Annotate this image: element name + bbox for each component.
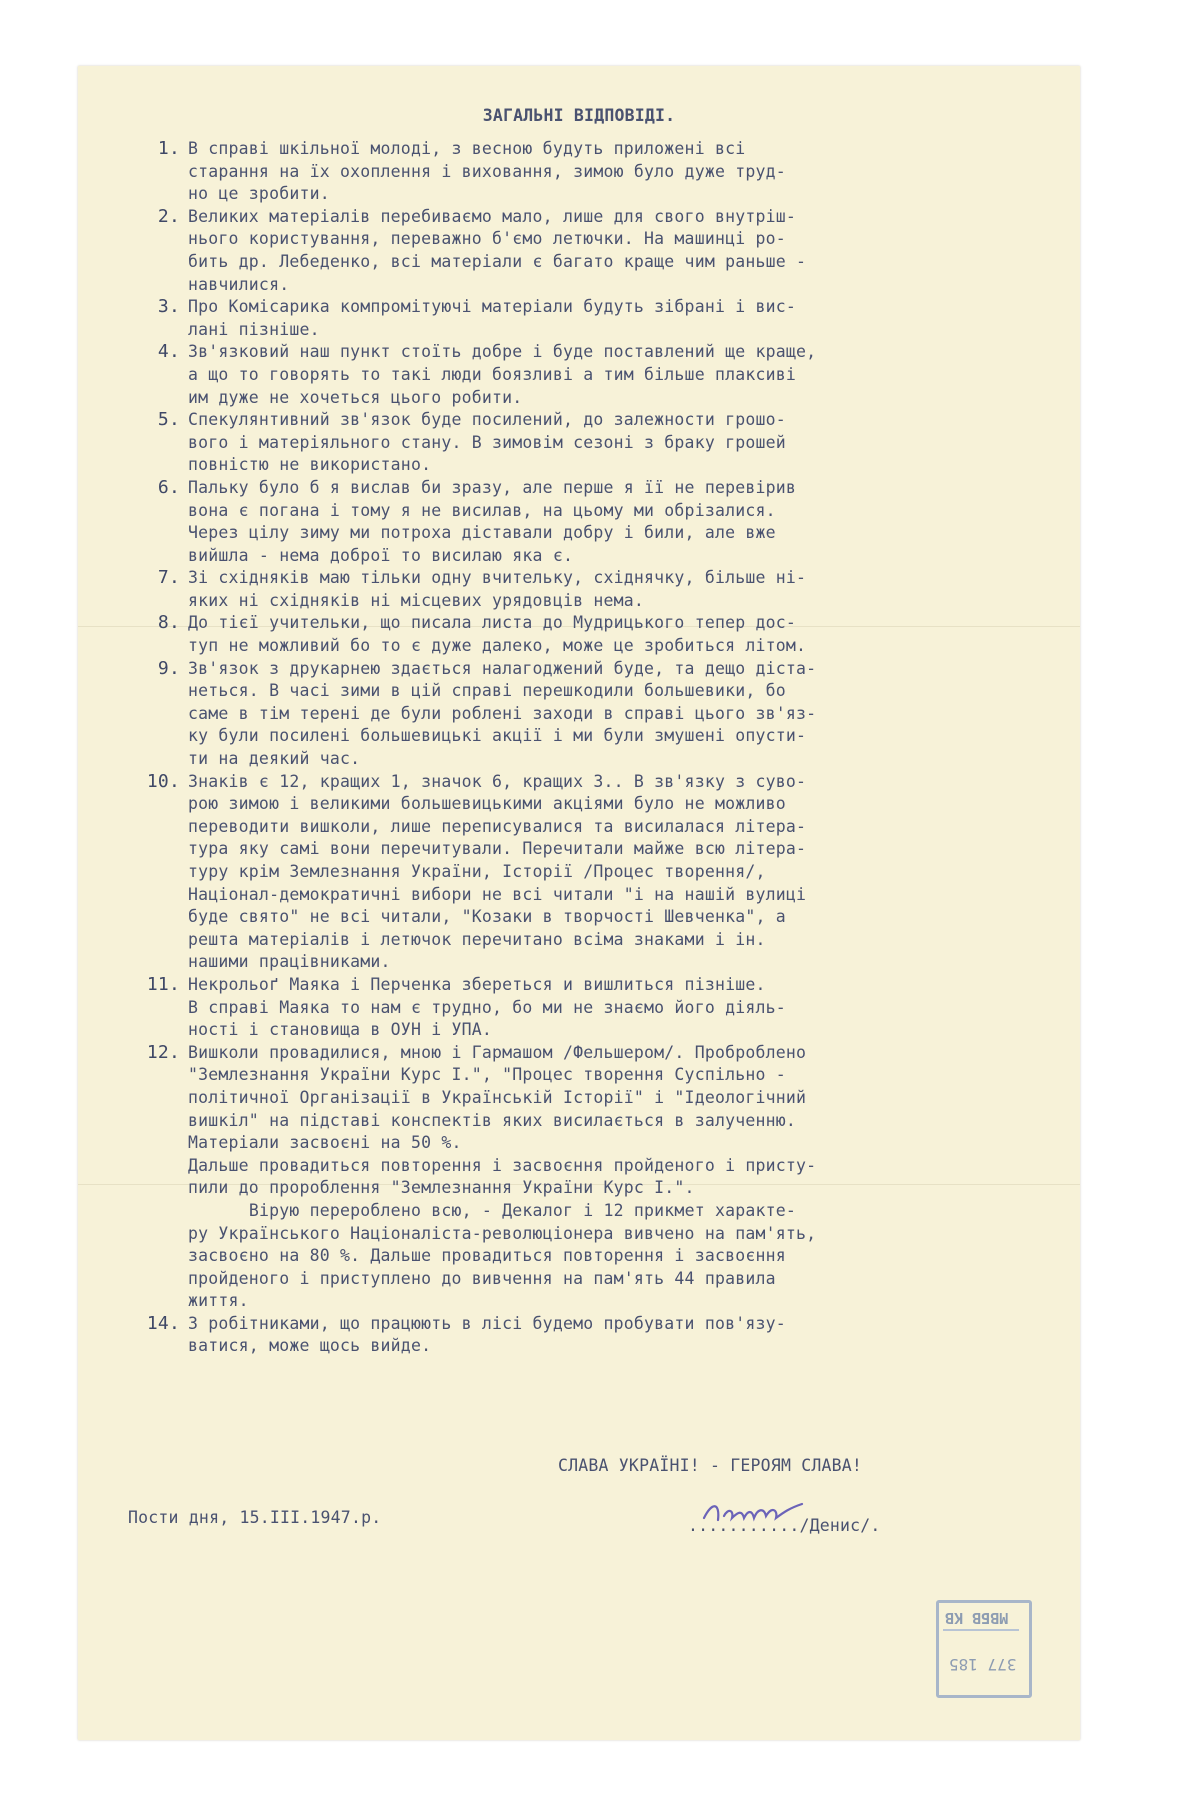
answer-text: Вишколи провадилися, мною і Гармашом /Фельшером/. Проброблено "Землезнання України Курс І.", "Процес творення Суспільно - політичної Організації в Українській Історії" і "Ідеологічний вишкіл" на підставі конспектів яких висилається в залученню. Матеріали засвоєні на 50 %. Дальше провадиться повторення і засвоєння пройденого і присту- пили до пророблення "Землезнання України Курс І.". Вірую перероблено всю, - Декалог і 12 прикмет характе- ру Українського Націоналіста-революціонера вивчено на пам'ять, засвоєно на 80 %. Дальше провадиться повторення і засвоєння пройденого і приступлено до вивчення на пам'ять 44 правила життя. [188,1042,817,1311]
document-sheet [78,66,1080,1740]
answer-item [118,138,1048,206]
answer-text: Спекулянтивний зв'язок буде посилений, до залежности грошо- вого і матеріяльного стану. В зимовім сезоні з браку грошей повністю не використано. [188,410,786,475]
answer-number: 14. [146,1312,180,1334]
answer-text: Зв'язковий наш пункт стоїть добре і буде поставлений ще краще, а що то говорять то такі люди боязливі а тим більше плаксиві им дуже не хочеться цього робити. [188,342,817,407]
answer-item [118,409,1048,477]
answer-item [118,974,1048,1042]
answer-item [118,296,1048,341]
answer-number: 2. [157,205,180,227]
answer-number: 9. [157,657,180,679]
answer-text: До тієї учительки, що писала листа до Мудрицького тепер дос- туп не можливий бо то є дуже далеко, може це зробиться літом. [188,613,807,656]
answer-item [118,206,1048,296]
answer-text: Зв'язок з друкарнею здається налагоджений буде, та дещо діста- неться. В часі зими в цій справі перешкодили большевики, бо саме в тім терені де були роблені заходи в справі цього зв'яз- ку були посилені большевицькі акції і ми були змушені опусти- ти на деякий час. [188,658,817,769]
answer-number: 11. [146,973,180,995]
stamp-number: 377 185 [949,1655,1017,1674]
stamp-code: МВБВ КВ [945,1609,1009,1627]
answers-list [118,138,1048,1358]
answer-item [118,567,1048,612]
answer-text: В справі шкільної молоді, з весною будуть приложені всі старання на їх охоплення і виховання, зимою було дуже труд- но це зробити. [188,139,786,204]
answer-number: 8. [157,612,180,634]
answer-number: 12. [146,1041,180,1063]
answer-number: 1. [157,138,180,159]
answer-item [118,658,1048,771]
archive-stamp [936,1600,1032,1698]
signature-line: .........../Денис/. [688,1516,881,1535]
answer-text: Некрольоґ Маяка і Перченка збереться и вишлиться пізніше. В справі Маяка то нам є трудно, бо ми не знаємо його діяль- ності і становища в ОУН і УПА. [188,974,786,1040]
answer-number: 4. [157,341,180,363]
answer-item [118,477,1048,567]
answer-text: Про Комісарика компромітуючі матеріали будуть зібрані і вис- лані пізніше. [188,297,797,339]
answer-text: З робітниками, що працюють в лісі будемо пробувати пов'язу- ватися, може щось вийде. [188,1313,786,1356]
answer-number: 3. [157,296,180,318]
answer-number: 7. [157,567,180,589]
stamp-divider [943,1629,1019,1631]
answer-text: Великих матеріалів перебиваємо мало, лише для свого внутріш- нього користування, переважно б'ємо летючки. На машинці ро- бить др. Лебеденко, всі матеріали є багато краще чим раньше - навчилися. [188,206,807,294]
document-title: ЗАГАЛЬНІ ВІДПОВІДІ. [482,106,676,125]
answer-item [118,771,1048,974]
answer-number: 6. [157,476,180,498]
answer-item [118,1313,1048,1358]
answer-item [118,341,1048,409]
answer-number: 5. [157,409,180,431]
answer-item [118,612,1048,657]
answer-number: 10. [146,770,180,792]
place-date: Пости дня, 15.ІІІ.1947.р. [128,1508,382,1527]
closing-slogan: СЛАВА УКРАЇНІ! - ГЕРОЯМ СЛАВА! [558,1456,863,1475]
answer-item [118,1042,1048,1313]
answer-text: Пальку було б я вислав би зразу, але перше я її не перевірив вона є погана і тому я не висилав, на цьому ми обрізалися. Через цілу зиму ми потроха діставали добру і били, але вже вийшла - нема доброї то висилаю яка є. [188,477,797,565]
answer-text: Зі східняків маю тільки одну вчительку, східнячку, більше ні- яких ні східняків ні місцевих урядовців нема. [188,568,807,610]
answer-text: Знаків є 12, кращих 1, значок 6, кращих 3.. В зв'язку з суво- рою зимою і великими большевицькими акціями було не можливо переводити вишколи, лише переписувалися та висилалася літера- тура яку самі вони перечитували. Перечитали майже всю літера- туру крім Землезнання України, Історії /Процес творення/, Націонал-демократичні вибори не всі читали "і на нашій вулиці буде свято" не всі читали, "Козаки в творчості Шевченка", а решта матеріалів і летючок перечитано всіма знаками і ін. нашими працівниками. [188,771,807,972]
